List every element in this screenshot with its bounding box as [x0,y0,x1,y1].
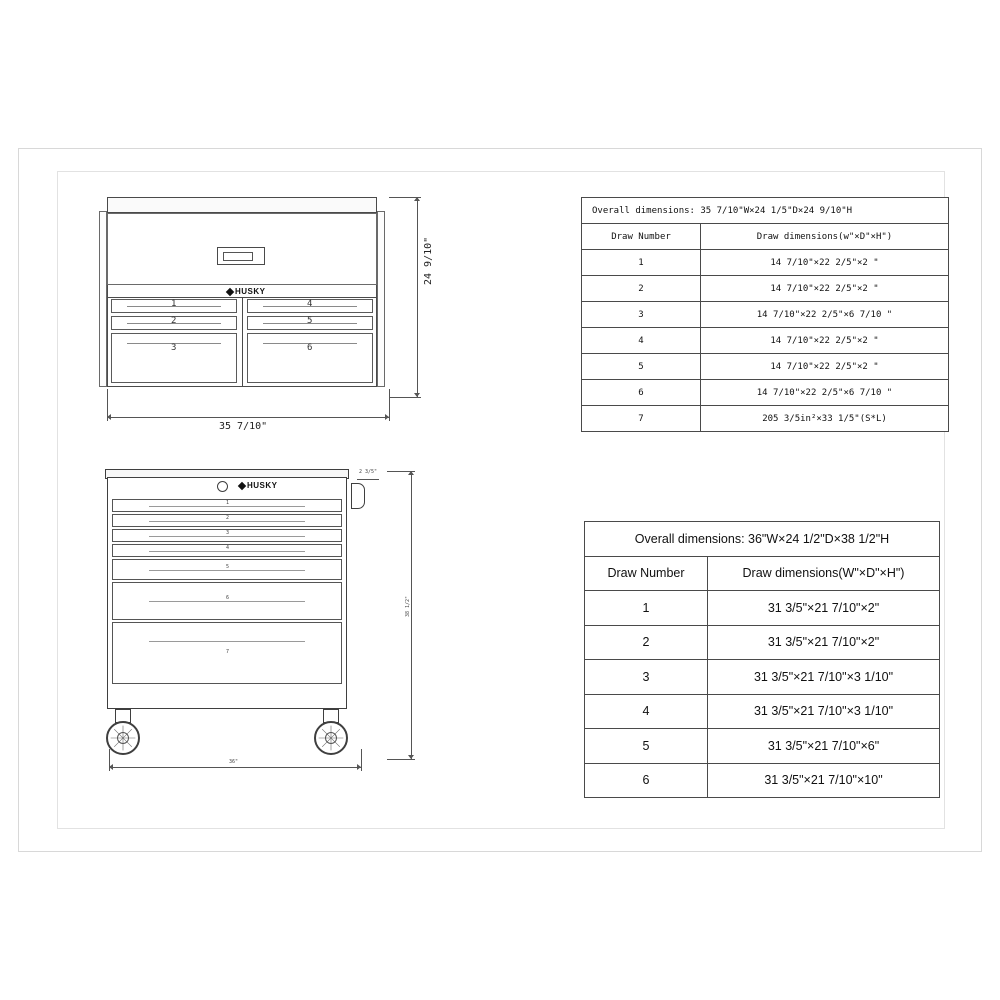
top-table-header-draw-number: Draw Number [582,224,701,250]
cabinet-width-dim-line [109,767,361,768]
bottom-table-row-2-dims: 31 3/5"×21 7/10"×2" [708,625,940,660]
drawing-sheet-outer-frame [18,148,982,852]
cabinet-height-dim-line [411,471,412,759]
brand-label: HUSKY [235,287,266,296]
top-view-width-dim-text: 35 7/10" [219,421,268,432]
cabinet-drawer-2-label: 2 [226,515,230,521]
top-table-row-5-number: 5 [582,354,701,380]
bottom-table-header-draw-dimensions: Draw dimensions(W"×D"×H") [708,556,940,591]
table-row [582,250,949,276]
table-row [582,224,949,250]
cabinet-height-dim-text: 38 1/2" [405,595,411,617]
bottom-table-row-1-number: 1 [585,591,708,626]
table-row [582,380,949,406]
top-table-row-4-dims: 14 7/10"×22 2/5"×2 " [701,328,949,354]
top-chest-latch-inner [223,252,253,261]
caster-wheel-left [106,721,140,755]
table-row [585,591,940,626]
table-row [582,276,949,302]
cabinet-drawer-7-handle [149,641,304,642]
top-table-row-4-number: 4 [582,328,701,354]
bottom-table-row-5-dims: 31 3/5"×21 7/10"×6" [708,729,940,764]
top-table-row-2-number: 2 [582,276,701,302]
cabinet-drawer-7-label: 7 [226,649,230,655]
cabinet-side-handle [351,483,365,509]
table-row [585,660,940,695]
top-chest-left-rail [99,211,107,387]
brand-logo-top-view [227,287,266,296]
table-row [585,522,940,557]
table-row [582,406,949,432]
top-view-height-ext-top [389,197,421,198]
top-table-row-6-dims: 14 7/10"×22 2/5"×6 7/10 " [701,380,949,406]
top-chest-center-divider [242,297,243,387]
top-table-row-3-number: 3 [582,302,701,328]
diamond-icon-cabinet [238,482,246,490]
cabinet-drawer-6-label: 6 [226,595,230,601]
cabinet-top-small-dim-line [357,479,379,480]
top-view-width-ext-left [107,389,108,421]
table-row [585,763,940,798]
cabinet-drawer-3-label: 3 [226,530,230,536]
cabinet-drawer-1-label: 1 [226,500,230,506]
bottom-table-row-6-dims: 31 3/5"×21 7/10"×10" [708,763,940,798]
cabinet-width-ext-left [109,749,110,771]
table-row [582,328,949,354]
top-table-header-draw-dimensions: Draw dimensions(w"×D"×H") [701,224,949,250]
top-view-height-dim-line [417,197,418,397]
table-row [585,694,940,729]
top-chest-right-rail [377,211,385,387]
top-chest-latch [217,247,265,265]
top-table-row-6-number: 6 [582,380,701,406]
cabinet-width-ext-right [361,749,362,771]
table-row [582,354,949,380]
bottom-table-overall: Overall dimensions: 36"W×24 1/2"D×38 1/2"H [585,522,940,557]
cabinet-drawer-5-label: 5 [226,564,230,570]
cabinet-dimensions-table [584,521,940,798]
cabinet-drawer-6 [112,582,342,620]
bottom-table-row-3-dims: 31 3/5"×21 7/10"×3 1/10" [708,660,940,695]
cabinet-height-ext-bottom [387,759,415,760]
top-chest-drawer-4-label: 4 [307,299,313,309]
top-chest-front-view [99,197,389,397]
bottom-table-header-draw-number: Draw Number [585,556,708,591]
top-table-overall: Overall dimensions: 35 7/10"W×24 1/5"D×24 9/10"H [582,198,949,224]
bottom-table-row-5-number: 5 [585,729,708,764]
cabinet-width-dim-text: 36" [229,759,239,765]
table-row [585,556,940,591]
caster-wheel-right [314,721,348,755]
bottom-table-row-2-number: 2 [585,625,708,660]
bottom-table-row-6-number: 6 [585,763,708,798]
top-table-row-1-number: 1 [582,250,701,276]
caster-spokes-left-icon [108,723,138,753]
bottom-table-row-1-dims: 31 3/5"×21 7/10"×2" [708,591,940,626]
bottom-table-row-4-number: 4 [585,694,708,729]
rolling-cabinet-front-view [99,469,419,779]
top-view-height-dim-text: 24 9/10" [423,236,434,285]
table-row [582,198,949,224]
top-view-width-ext-right [389,389,390,421]
bottom-table-row-4-dims: 31 3/5"×21 7/10"×3 1/10" [708,694,940,729]
brand-label-cabinet: HUSKY [247,481,278,490]
table-row [585,625,940,660]
top-chest-drawer-3-label: 3 [171,343,177,353]
top-chest-drawer-6-label: 6 [307,343,313,353]
top-table-row-2-dims: 14 7/10"×22 2/5"×2 " [701,276,949,302]
top-table-row-7-number: 7 [582,406,701,432]
top-chest-drawer-1-label: 1 [171,299,177,309]
table-row [585,729,940,764]
top-chest-drawer-2-label: 2 [171,316,177,326]
top-chest-drawer-5-label: 5 [307,316,313,326]
top-view-height-ext-bottom [389,397,421,398]
brand-logo-cabinet-view [239,481,278,490]
top-chest-dimensions-table [581,197,949,432]
caster-spokes-right-icon [316,723,346,753]
top-chest-drawer-3 [111,333,237,383]
top-table-row-3-dims: 14 7/10"×22 2/5"×6 7/10 " [701,302,949,328]
bottom-table-row-3-number: 3 [585,660,708,695]
top-table-row-7-dims: 205 3/5in²×33 1/5"(S*L) [701,406,949,432]
top-chest-lid [107,197,377,213]
cabinet-drawer-6-handle [149,601,304,602]
cabinet-lock-icon [217,481,228,492]
diamond-icon [226,288,234,296]
table-row [582,302,949,328]
cabinet-height-ext-top [387,471,415,472]
cabinet-top-small-dim-text: 2 3/5" [359,469,378,475]
top-table-row-5-dims: 14 7/10"×22 2/5"×2 " [701,354,949,380]
cabinet-drawer-4-label: 4 [226,545,230,551]
top-chest-drawer-6 [247,333,373,383]
top-view-width-dim-line [107,417,389,418]
top-table-row-1-dims: 14 7/10"×22 2/5"×2 " [701,250,949,276]
